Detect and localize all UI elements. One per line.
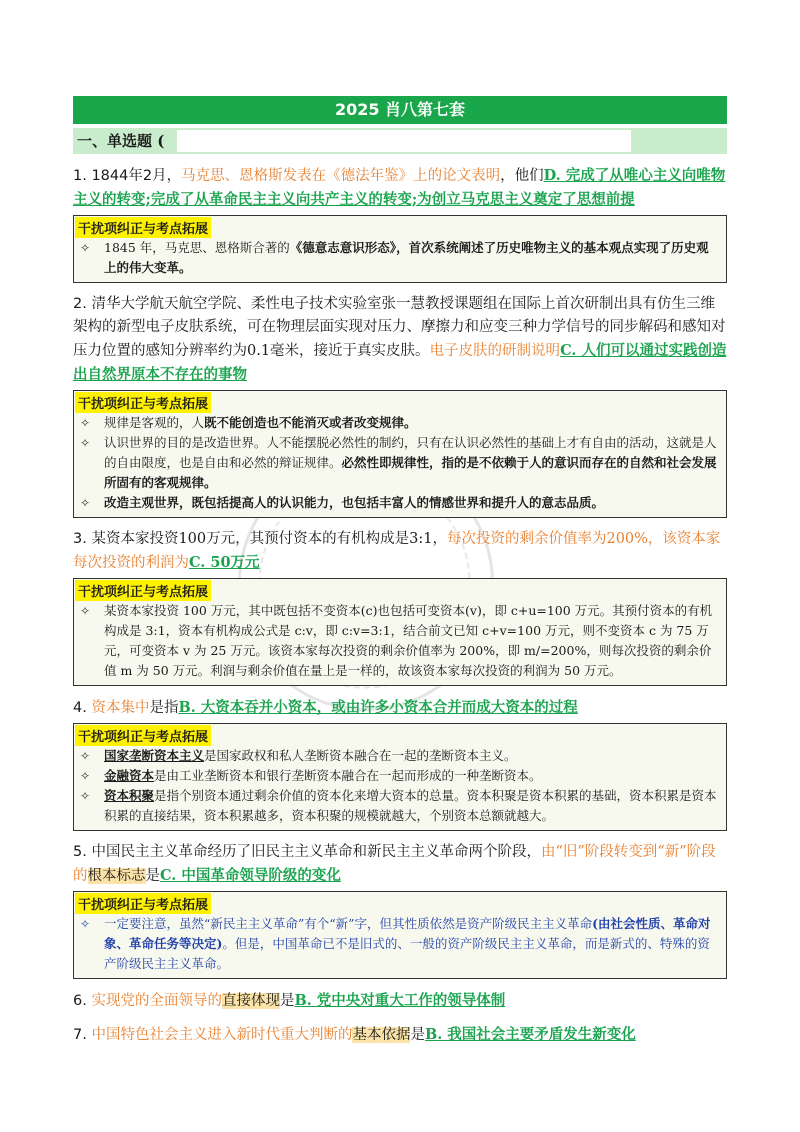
question-6 <box>73 989 727 1013</box>
notes-header: 干扰项纠正与考点拓展 <box>75 392 211 413</box>
key-term: 根本标志 <box>87 868 146 884</box>
note-item: ✧ 一定要注意，虽然“新民主主义革命”有个“新”字，但其性质依然是资产阶级民主主义革命(由社会性质、革命对象、革命任务等决定)。但是，中国革命已不是旧式的、一般的资产阶级民主主义革命，而是新式的、特殊的资产阶级民主主义革命。 <box>80 914 720 974</box>
answer-text: C. 人们可以通过实践创造出自然界原本不存在的事物 <box>73 342 727 383</box>
note-item: ✧ 某资本家投资 100 万元，其中既包括不变资本(c)也包括可变资本(v)，即 c+u=100 万元。其预付资本的有机构成是 3:1，资本有机构成公式是 c:v，即 c:v=3:1，结合前文已知 c+v=100 万元，则不变资本 c 为 75 万元，可变资本 v 为 25 万元。该资本家每次投资的剩余价值率为 200%，即 m/=200%，则每次投资的剩余价值 m 为 50 万元。利润与剩余价值在量上是一样的，故该资本家每次投资的利润为 50 万元。 <box>80 601 720 681</box>
redaction-block <box>177 130 631 152</box>
answer-text: C. 中国革命领导阶级的变化 <box>160 867 341 884</box>
notes-box-3 <box>73 578 727 686</box>
question-5 <box>73 841 727 888</box>
question-connector: 是 <box>145 868 160 884</box>
key-term: 直接体现 <box>221 993 280 1009</box>
question-connector: 是 <box>279 993 295 1009</box>
question-3 <box>73 528 727 575</box>
section-header <box>73 128 727 154</box>
question-number: 7. <box>73 1027 92 1043</box>
answer-text: B. 党中央对重大工作的领导体制 <box>294 992 506 1009</box>
notes-header: 干扰项纠正与考点拓展 <box>75 580 211 601</box>
question-lead: 资本集中 <box>91 700 150 716</box>
question-number: 5. <box>73 844 92 860</box>
answer-text: B. 大资本吞并小资本，或由许多小资本合并而成大资本的过程 <box>178 699 578 716</box>
question-number: 4. <box>73 700 92 716</box>
question-stem: 某资本家投资100万元，其预付资本的有机构成是3:1， <box>91 531 447 547</box>
question-number: 1. 1844年2月， <box>73 168 182 184</box>
question-number: 3. <box>73 531 92 547</box>
question-lead: 由“旧”阶段转变到“新”阶段的 <box>73 844 716 884</box>
notes-header: 干扰项纠正与考点拓展 <box>75 725 211 746</box>
question-lead: 实现党的全面领导的 <box>91 993 222 1009</box>
answer-text: C. 50万元 <box>189 554 260 571</box>
question-lead: 电子皮肤的研制说明 <box>429 343 561 359</box>
question-stem: 马克思、恩格斯发表在《德法年鉴》上的论文表明 <box>181 168 501 184</box>
question-number: 2. <box>73 296 92 312</box>
question-lead: 每次投资的剩余价值率为200%，该资本家每次投资的利润为 <box>73 531 721 571</box>
notes-box-1 <box>73 215 727 283</box>
question-lead: 中国特色社会主义进入新时代重大判断的 <box>91 1027 353 1043</box>
notes-box-2 <box>73 390 727 518</box>
question-1 <box>73 164 727 212</box>
notes-header: 干扰项纠正与考点拓展 <box>75 217 211 238</box>
note-item: ✧ 规律是客观的，人既不能创造也不能消灭或者改变规律。 <box>80 413 720 433</box>
note-item: ✧ 认识世界的目的是改造世界。人不能摆脱必然性的制约，只有在认识必然性的基础上才有自由的活动，这就是人的自由限度，也是自由和必然的辩证规律。必然性即规律性，指的是不依赖于人的意识而存在的自然和社会发展所固有的客观规律。 <box>80 433 720 493</box>
question-stem: 清华大学航天航空学院、柔性电子技术实验室张一慧教授课题组在国际上首次研制出具有仿生三维架构的新型电子皮肤系统，可在物理层面实现对压力、摩擦力和应变三种力学信号的同步解码和感知对压力位置的感知分辨率约为0.1毫米，接近于真实皮肤。 <box>73 296 726 359</box>
document-page <box>73 96 727 1047</box>
question-number: 6. <box>73 993 92 1009</box>
note-item: ✧ 国家垄断资本主义是国家政权和私人垄断资本融合在一起的垄断资本主义。 <box>80 746 720 766</box>
note-item: ✧ 金融资本是由工业垄断资本和银行垄断资本融合在一起而形成的一种垄断资本。 <box>80 766 720 786</box>
key-term: 基本依据 <box>352 1027 411 1043</box>
answer-text: D. 完成了从唯心主义向唯物主义的转变;完成了从革命民主主义向共产主义的转变;为创立马克思主义奠定了思想前提 <box>73 167 726 208</box>
notes-box-5 <box>73 891 727 979</box>
question-stem: 中国民主主义革命经历了旧民主主义革命和新民主主义革命两个阶段， <box>91 844 541 860</box>
question-7 <box>73 1023 727 1047</box>
section-title: 一、单选题 ( <box>77 132 165 150</box>
question-4 <box>73 696 727 720</box>
question-connector: ，他们 <box>500 168 544 184</box>
notes-box-4 <box>73 723 727 831</box>
notes-header: 干扰项纠正与考点拓展 <box>75 893 211 914</box>
answer-text: B. 我国社会主要矛盾发生新变化 <box>424 1026 636 1043</box>
question-connector: 是指 <box>149 700 179 716</box>
question-connector: 是 <box>410 1027 425 1043</box>
question-2 <box>73 293 727 387</box>
note-item: ✧ 1845 年，马克思、恩格斯合著的《德意志意识形态》，首次系统阐述了历史唯物主义的基本观点实现了历史观上的伟大变革。 <box>80 238 720 278</box>
note-item: ✧ 改造主观世界，既包括提高人的认识能力，也包括丰富人的情感世界和提升人的意志品质。 <box>80 493 720 513</box>
note-item: ✧ 资本积聚是指个别资本通过剩余价值的资本化来增大资本的总量。资本积聚是资本积累的基础，资本积累是资本积累的直接结果，资本积累越多，资本积聚的规模就越大，个别资本总额就越大。 <box>80 786 720 826</box>
page-title: 2025 肖八第七套 <box>73 96 727 124</box>
